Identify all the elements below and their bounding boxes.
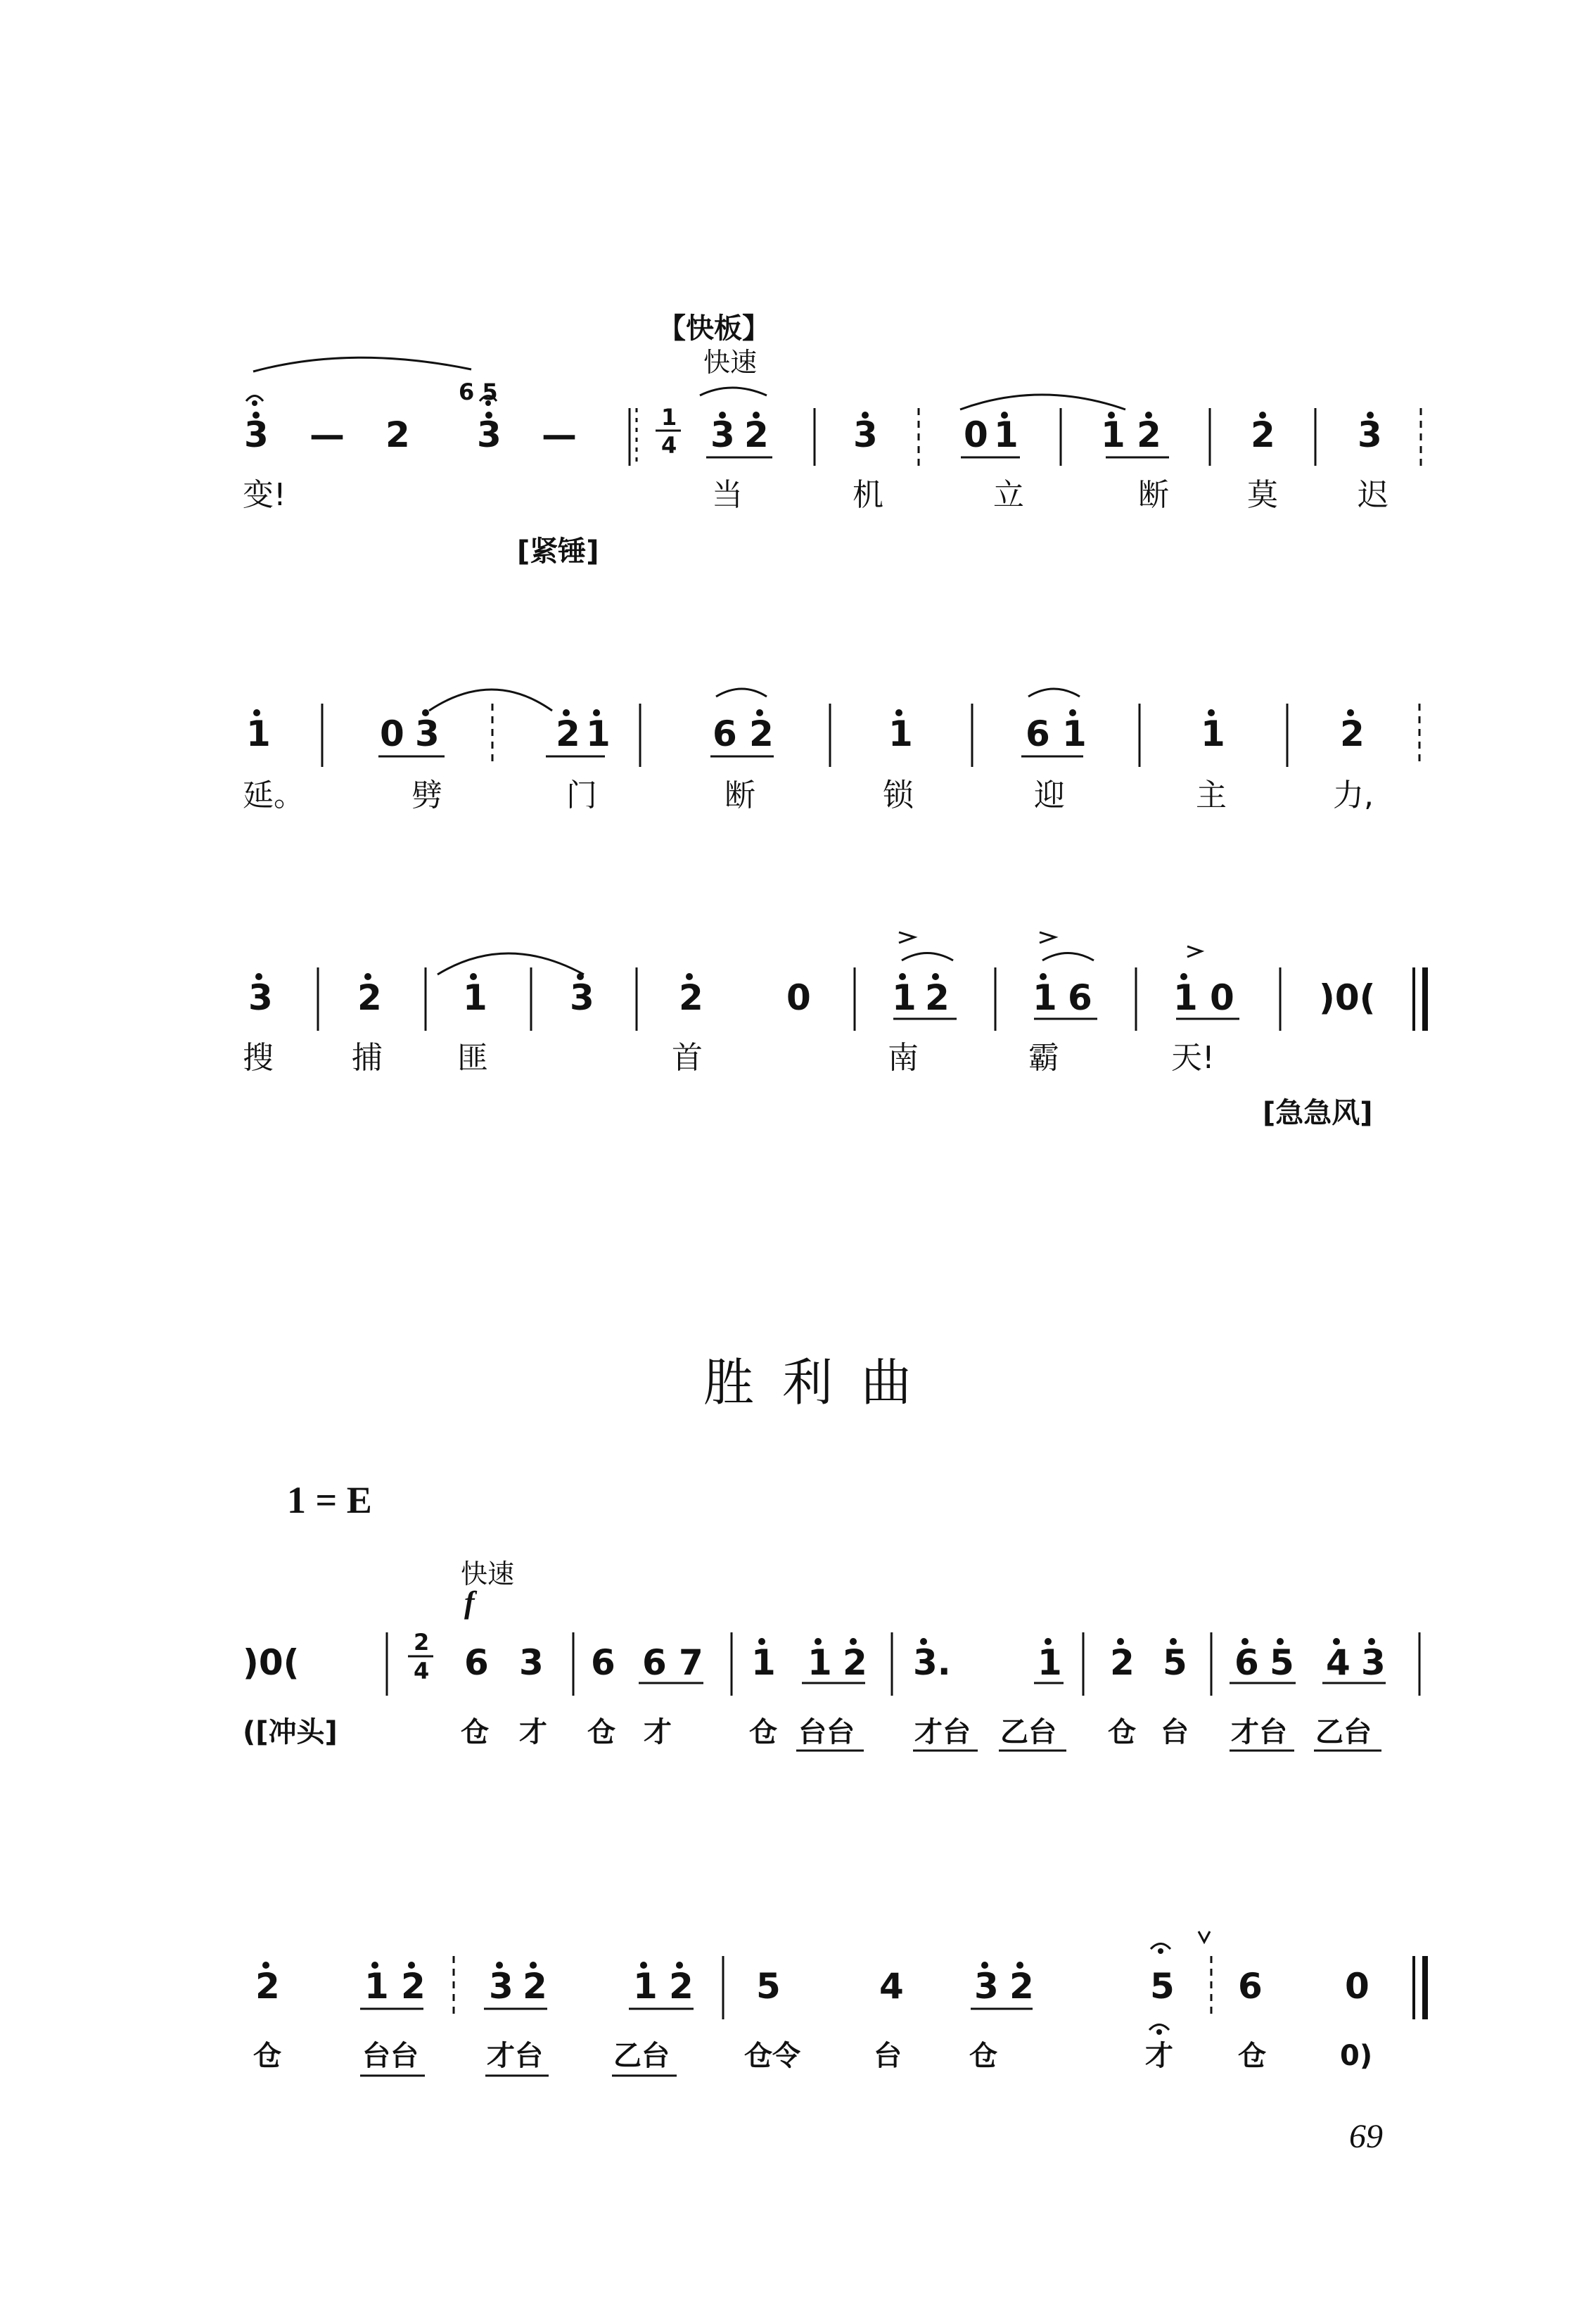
note: 6 — [642, 1642, 667, 1683]
note: 2 — [925, 977, 950, 1018]
note: 3. — [913, 1642, 951, 1683]
row2-notes — [246, 713, 1365, 754]
piece-row2-percussion — [253, 2040, 1372, 2072]
note: 2 — [679, 977, 703, 1018]
lyric: 力, — [1333, 777, 1374, 813]
row1-notes — [244, 414, 1382, 455]
note: 2 — [749, 713, 774, 754]
beat: 仓 — [969, 2040, 997, 2072]
lyric: 锁 — [883, 777, 914, 813]
beat: 才台 — [487, 2040, 543, 2072]
row3-lyrics — [243, 1040, 1215, 1076]
tempo-word: 快速 — [461, 1558, 515, 1589]
note: 2 — [843, 1642, 867, 1683]
note: 3 — [570, 977, 594, 1018]
note: 6 — [1234, 1642, 1259, 1683]
beat: 仓 — [587, 1716, 615, 1748]
note: 2 — [1340, 713, 1365, 754]
key-signature: 1 = E — [287, 1479, 372, 1521]
grace-notes: 6 5 — [459, 379, 498, 405]
note: 7 — [679, 1642, 703, 1683]
note: 0 — [964, 414, 988, 455]
lyric: 主 — [1196, 777, 1227, 813]
note: 2 — [1009, 1966, 1034, 2007]
piece-row1-notes — [464, 1642, 1386, 1683]
note: 6 — [1068, 977, 1092, 1018]
note: 3 — [489, 1966, 513, 2007]
dynamic-mark: f — [464, 1585, 475, 1620]
beat: 0) — [1340, 2040, 1373, 2072]
lyric: 延。 — [243, 777, 305, 813]
note: 5 — [1163, 1642, 1187, 1683]
note: 2 — [669, 1966, 694, 2007]
note: 5 — [756, 1966, 781, 2007]
note: 3 — [248, 977, 273, 1018]
note: 3 — [1361, 1642, 1386, 1683]
time-sig-den: 4 — [661, 432, 677, 459]
note: 1 — [1173, 977, 1198, 1018]
lyric: 当 — [712, 477, 743, 513]
note: 1 — [1038, 1642, 1062, 1683]
lyric: 莫 — [1247, 477, 1278, 513]
note: 1 — [463, 977, 487, 1018]
note: 6 — [1238, 1966, 1263, 2007]
note: 1 — [246, 713, 271, 754]
dash: — — [309, 414, 345, 455]
note: 3 — [244, 414, 269, 455]
beat: 仓 — [1238, 2040, 1266, 2072]
lyric: 断 — [724, 777, 755, 813]
note: 4 — [879, 1966, 904, 2007]
note: 2 — [357, 977, 382, 1018]
lyric: 天! — [1171, 1040, 1215, 1076]
note: 1 — [364, 1966, 389, 2007]
note: 6 — [1026, 713, 1050, 754]
note: 3 — [519, 1642, 544, 1683]
lyric: 南 — [888, 1040, 919, 1076]
note: 2 — [1110, 1642, 1135, 1683]
beat: 乙台 — [1000, 1716, 1056, 1748]
percussion-label: [急急风] — [1263, 1097, 1373, 1129]
time-sig-num: 1 — [661, 404, 677, 431]
beat: 仓 — [461, 1716, 489, 1748]
note: 2 — [556, 713, 580, 754]
note: 2 — [255, 1966, 280, 2007]
note: 2 — [1251, 414, 1275, 455]
lyric: 变! — [243, 477, 286, 513]
beat: 乙台 — [613, 2040, 670, 2072]
note: 1 — [586, 713, 611, 754]
note: 1 — [892, 977, 917, 1018]
time-sig-num: 2 — [414, 1629, 430, 1656]
beat: 乙台 — [1315, 1716, 1372, 1748]
note: 0 — [786, 977, 811, 1018]
note: 3 — [710, 414, 735, 455]
lyric: 首 — [672, 1040, 703, 1076]
note: 5 — [1150, 1966, 1175, 2007]
percussion-label: [紧锤] — [517, 535, 599, 568]
note: 1 — [994, 414, 1019, 455]
beat: 仓 — [253, 2040, 281, 2072]
beat: 才 — [644, 1716, 672, 1748]
note: 0 — [380, 713, 404, 754]
page-number: 69 — [1349, 2118, 1383, 2155]
note: 6 — [713, 713, 737, 754]
closing-rest: )0( — [1319, 977, 1376, 1018]
beat: 仓 — [749, 1716, 777, 1748]
row3-notes — [248, 977, 1376, 1018]
tempo-word: 快速 — [703, 347, 758, 378]
note: 1 — [888, 713, 913, 754]
time-sig-den: 4 — [414, 1658, 430, 1684]
beat: 才台 — [914, 1716, 971, 1748]
note: 1 — [807, 1642, 832, 1683]
percussion-label: ([冲头] — [243, 1716, 338, 1748]
lyric: 霸 — [1028, 1040, 1059, 1076]
piece-row1-percussion — [461, 1716, 1372, 1748]
tempo-mark: 【快板】 — [658, 312, 770, 345]
beat: 台 — [1161, 1716, 1189, 1748]
note: 1 — [633, 1966, 658, 2007]
note: 4 — [1326, 1642, 1351, 1683]
beat: 仓令 — [744, 2040, 800, 2072]
lyric: 搜 — [243, 1040, 274, 1076]
lyric: 捕 — [352, 1040, 383, 1076]
note: 1 — [1033, 977, 1057, 1018]
note: 5 — [1270, 1642, 1294, 1683]
piece-title: 胜利曲 — [703, 1353, 940, 1412]
dash: — — [542, 414, 577, 455]
lyric: 迟 — [1358, 477, 1388, 513]
note: 3 — [1358, 414, 1382, 455]
note: 6 — [591, 1642, 615, 1683]
note: 0 — [1345, 1966, 1370, 2007]
beat: 台台 — [798, 1716, 855, 1748]
beat: 仓 — [1108, 1716, 1136, 1748]
piece-row2-notes — [255, 1966, 1370, 2007]
lyric: 立 — [993, 477, 1024, 513]
beat: 才 — [519, 1716, 547, 1748]
beat: 台 — [874, 2040, 902, 2072]
note: 3 — [853, 414, 878, 455]
lyric: 迎 — [1034, 777, 1065, 813]
note: 2 — [744, 414, 769, 455]
lyric: 劈 — [411, 777, 442, 813]
note: 3 — [477, 414, 502, 455]
beat: 台台 — [362, 2040, 419, 2072]
row1-lyrics — [243, 477, 1388, 513]
note: 1 — [1062, 713, 1087, 754]
beat: 才台 — [1231, 1716, 1287, 1748]
note: 2 — [523, 1966, 547, 2007]
note: 3 — [415, 713, 440, 754]
note: 1 — [751, 1642, 776, 1683]
note: 2 — [1137, 414, 1161, 455]
note: 3 — [974, 1966, 999, 2007]
note: 0 — [1210, 977, 1234, 1018]
row2-lyrics — [243, 777, 1374, 813]
lyric: 匪 — [457, 1040, 488, 1076]
beat: 才 — [1145, 2040, 1173, 2072]
note: 6 — [464, 1642, 489, 1683]
note: 1 — [1201, 713, 1225, 754]
note: 2 — [385, 414, 410, 455]
lyric: 门 — [566, 777, 597, 813]
lyric: 机 — [853, 477, 883, 513]
note: 2 — [401, 1966, 426, 2007]
lead-rest: )0( — [243, 1642, 300, 1683]
note: 1 — [1101, 414, 1125, 455]
lyric: 断 — [1138, 477, 1169, 513]
